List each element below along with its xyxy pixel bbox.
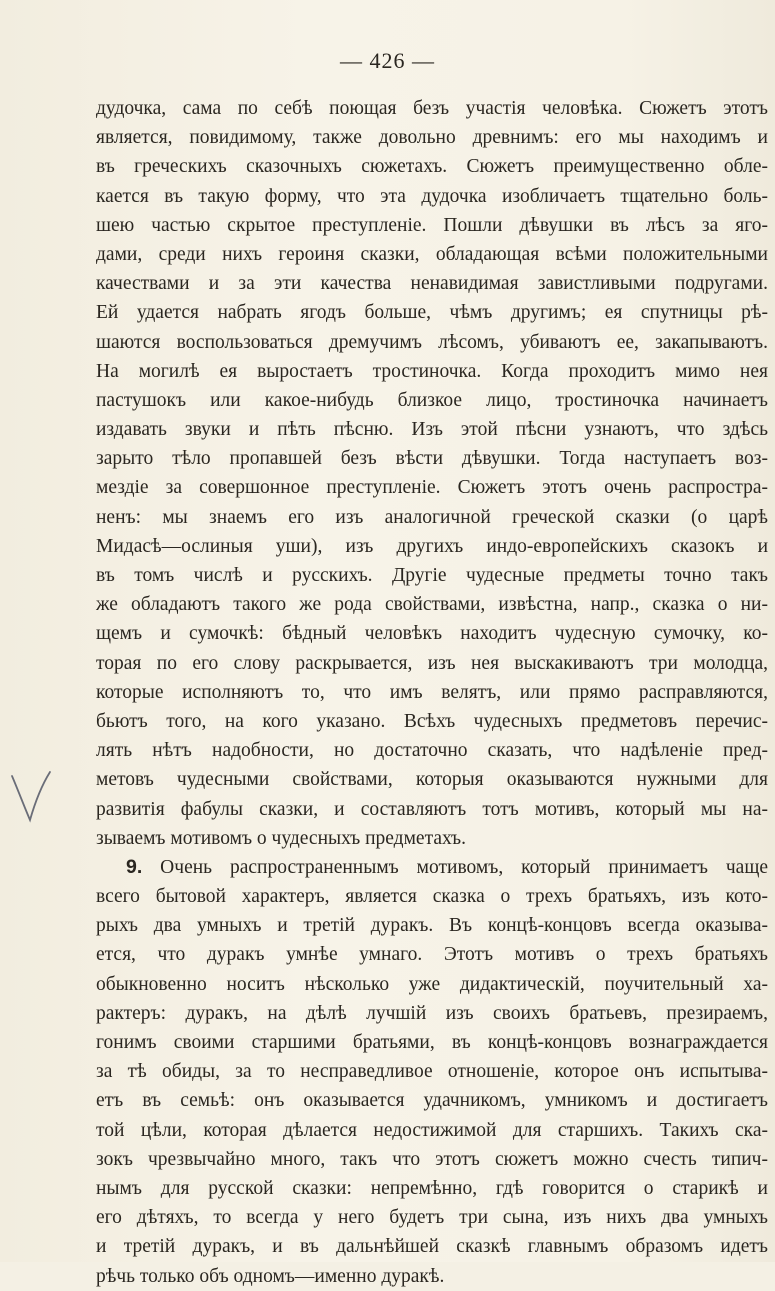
pencil-checkmark-icon [8, 770, 54, 824]
paragraph-9-first-line [96, 853, 768, 882]
text-line: гонимъ своими старшими братьями, въ концѣ-концовъ вознаграждается [96, 1032, 768, 1053]
text-line: лять нѣтъ надобности, но достаточно сказать, что надѣленіе пред- [96, 740, 768, 762]
text-line: его дѣтяхъ, то всегда у него будетъ три сына, изъ нихъ два умныхъ [96, 1207, 768, 1229]
text-line: дудочка, сама по себѣ поющая безъ участія человѣка. Сюжетъ этотъ [96, 98, 768, 119]
text-line: мездіе за совершонное преступленіе. Сюжетъ этотъ очень распростра- [96, 477, 768, 499]
text-line: шею частью скрытое преступленіе. Пошли дѣвушки въ лѣсъ за яго- [96, 214, 768, 236]
text-line: Ей удается набрать ягодъ больше, чѣмъ другимъ; ея спутницы рѣ- [96, 302, 768, 324]
text-line: за тѣ обиды, за то несправедливое отношеніе, которое онъ испытыва- [96, 1061, 768, 1083]
text-line: шаются воспользоваться дремучимъ лѣсомъ, убиваютъ ее, закапываютъ. [96, 331, 768, 353]
text-line: На могилѣ ея выростаетъ тростиночка. Когда проходитъ мимо нея [96, 360, 768, 382]
text-line: зокъ чрезвычайно много, такъ что этотъ сюжетъ можно счесть типич- [96, 1148, 768, 1170]
paragraph-number: 9. [126, 855, 143, 878]
text-line: всего бытовой характеръ, является сказка о трехъ братьяхъ, изъ кото- [96, 886, 768, 908]
paragraph-8-continuation [96, 94, 768, 853]
text-line: которые исполняютъ то, что имъ велятъ, или прямо расправляются, [96, 681, 768, 703]
text-line: нымъ для русской сказки: непремѣнно, гдѣ говорится о старикѣ и [96, 1177, 768, 1199]
text-line: и третій дуракъ, и въ дальнѣйшей сказкѣ главнымъ образомъ идетъ [96, 1236, 768, 1258]
text-line: бьютъ того, на кого указано. Всѣхъ чудесныхъ предметовъ перечис- [96, 710, 768, 732]
text-line: зываемъ мотивомъ о чудесныхъ предметахъ. [96, 827, 466, 849]
text-line: пастушокъ или какое-нибудь близкое лицо, тростиночка начинаетъ [96, 389, 768, 411]
body-text [96, 94, 768, 1291]
text-line: Мидасѣ—ослиныя уши), изъ другихъ индо-европейскихъ сказокъ и [96, 535, 768, 557]
text-line: зарыто тѣло пропавшей безъ вѣсти дѣвушки. Тогда наступаетъ воз- [96, 448, 768, 470]
text-line: Очень распространеннымъ мотивомъ, который принимаетъ чаще [142, 856, 768, 878]
text-line: дами, среди нихъ героиня сказки, обладающая всѣми положительными [96, 243, 768, 265]
text-line: щемъ и сумочкѣ: бѣдный человѣкъ находитъ чудесную сумочку, ко- [96, 623, 768, 645]
text-line: рыхъ два умныхъ и третій дуракъ. Въ концѣ-концовъ всегда оказыва- [96, 915, 768, 937]
paragraph-9 [96, 853, 768, 1291]
text-line: метовъ чудесными свойствами, которыя оказываются нужными для [96, 769, 768, 791]
text-line: въ греческихъ сказочныхъ сюжетахъ. Сюжетъ преимущественно обле- [96, 156, 768, 178]
text-line: кается въ такую форму, что эта дудочка изобличаетъ тщательно боль- [96, 185, 768, 207]
text-line: качествами и за эти качества ненавидимая завистливыми подругами. [96, 273, 768, 295]
text-line: ется, что дуракъ умнѣе умнаго. Этотъ мотивъ о трехъ братьяхъ [96, 944, 768, 966]
text-line: етъ въ семьѣ: онъ оказывается удачникомъ, умникомъ и достигаетъ [96, 1090, 768, 1112]
page-number: — 426 — [340, 48, 435, 73]
text-line: въ томъ числѣ и русскихъ. Другіе чудесные предметы точно такъ [96, 565, 768, 586]
text-line: является, повидимому, также довольно древнимъ: его мы находимъ и [96, 127, 768, 149]
text-line: же обладаютъ такого же рода свойствами, извѣстна, напр., сказка о ни- [96, 594, 768, 616]
text-line: развитія фабулы сказки, и составляютъ тотъ мотивъ, который мы на- [96, 798, 768, 820]
text-line: издавать звуки и пѣть пѣсню. Изъ этой пѣсни узнаютъ, что здѣсь [96, 419, 768, 441]
text-line: обыкновенно носитъ нѣсколько уже дидактическій, поучительный ха- [96, 973, 768, 995]
text-line: той цѣли, которая дѣлается недостижимой для старшихъ. Такихъ ска- [96, 1119, 768, 1141]
text-line: рѣчь только объ одномъ—именно дуракѣ. [96, 1265, 445, 1287]
text-line: ненъ: мы знаемъ его изъ аналогичной греческой сказки (о царѣ [96, 506, 768, 528]
text-line: рактеръ: дуракъ, на дѣлѣ лучшій изъ своихъ братьевъ, презираемъ, [96, 1002, 768, 1024]
text-line: торая по его слову раскрывается, изъ нея выскакиваютъ три молодца, [96, 652, 768, 674]
